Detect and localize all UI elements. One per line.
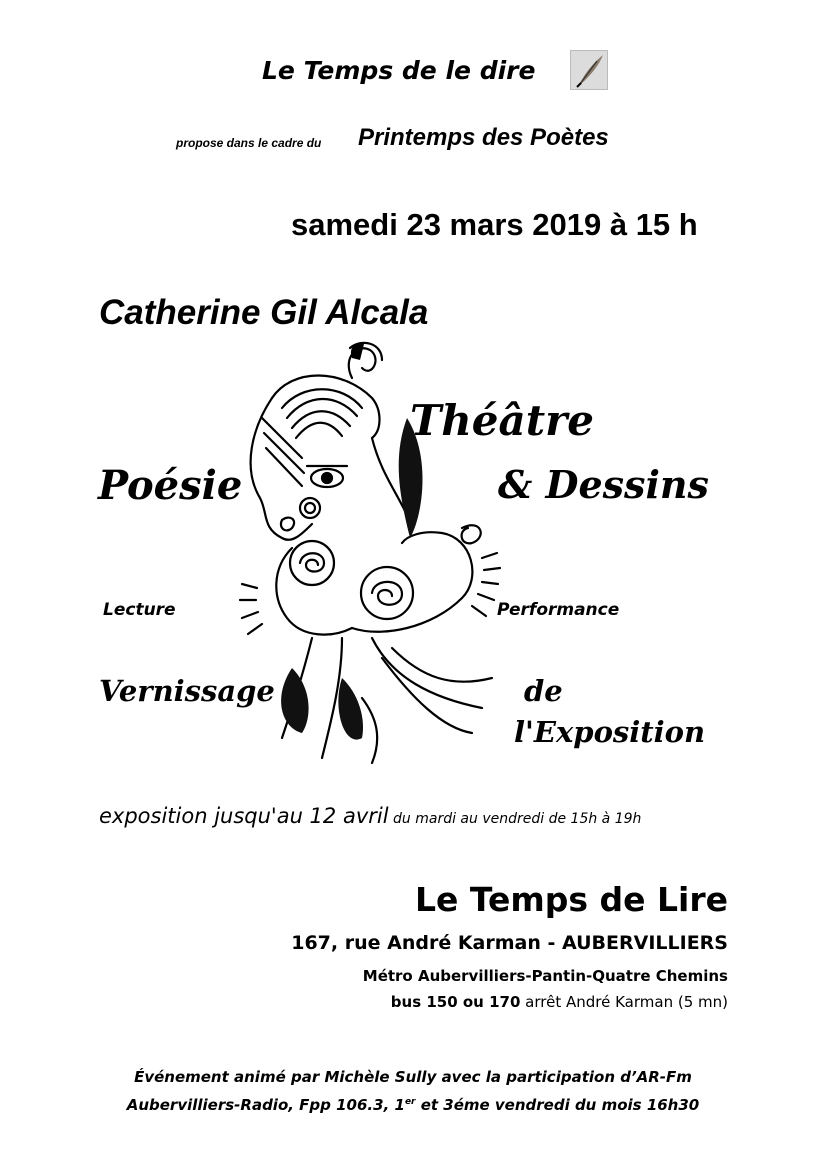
organizer-title: Le Temps de le dire bbox=[262, 56, 536, 85]
footer-line-1: Événement animé par Michèle Sully avec la participation d’AR-Fm bbox=[134, 1068, 692, 1086]
label-lecture: Lecture bbox=[103, 600, 176, 620]
label-exposition: l'Exposition bbox=[514, 715, 706, 749]
artist-name: Catherine Gil Alcala bbox=[99, 293, 429, 332]
label-theatre: Théâtre bbox=[410, 396, 594, 445]
label-de: de bbox=[524, 674, 563, 708]
exhibition-main: exposition jusqu'au 12 avril bbox=[99, 804, 389, 828]
quill-icon bbox=[570, 50, 608, 90]
venue-metro: Métro Aubervilliers-Pantin-Quatre Chemins bbox=[362, 967, 728, 985]
footer-superscript: er bbox=[404, 1097, 416, 1107]
label-vernissage: Vernissage bbox=[99, 674, 275, 708]
label-poesie: Poésie bbox=[98, 462, 243, 509]
footer-line-2-b: et 3éme vendredi du mois 16h30 bbox=[415, 1096, 700, 1114]
exhibition-hours: du mardi au vendredi de 15h à 19h bbox=[393, 811, 642, 827]
venue-address: 167, rue André Karman - AUBERVILLIERS bbox=[291, 932, 728, 954]
footer-line-2-a: Aubervilliers-Radio, Fpp 106.3, 1 bbox=[126, 1096, 405, 1114]
venue-name: Le Temps de Lire bbox=[414, 880, 728, 919]
label-dessins: & Dessins bbox=[498, 462, 709, 507]
exhibition-line bbox=[99, 804, 641, 828]
bus-stop: arrêt André Karman (5 mn) bbox=[520, 993, 728, 1011]
bus-lines: bus 150 ou 170 bbox=[390, 993, 521, 1011]
label-performance: Performance bbox=[497, 600, 620, 620]
propose-text: propose dans le cadre du bbox=[176, 136, 322, 150]
footer-line-2 bbox=[0, 1096, 826, 1114]
festival-name: Printemps des Poètes bbox=[358, 124, 609, 151]
event-date: samedi 23 mars 2019 à 15 h bbox=[291, 207, 698, 242]
venue-bus bbox=[391, 993, 728, 1011]
